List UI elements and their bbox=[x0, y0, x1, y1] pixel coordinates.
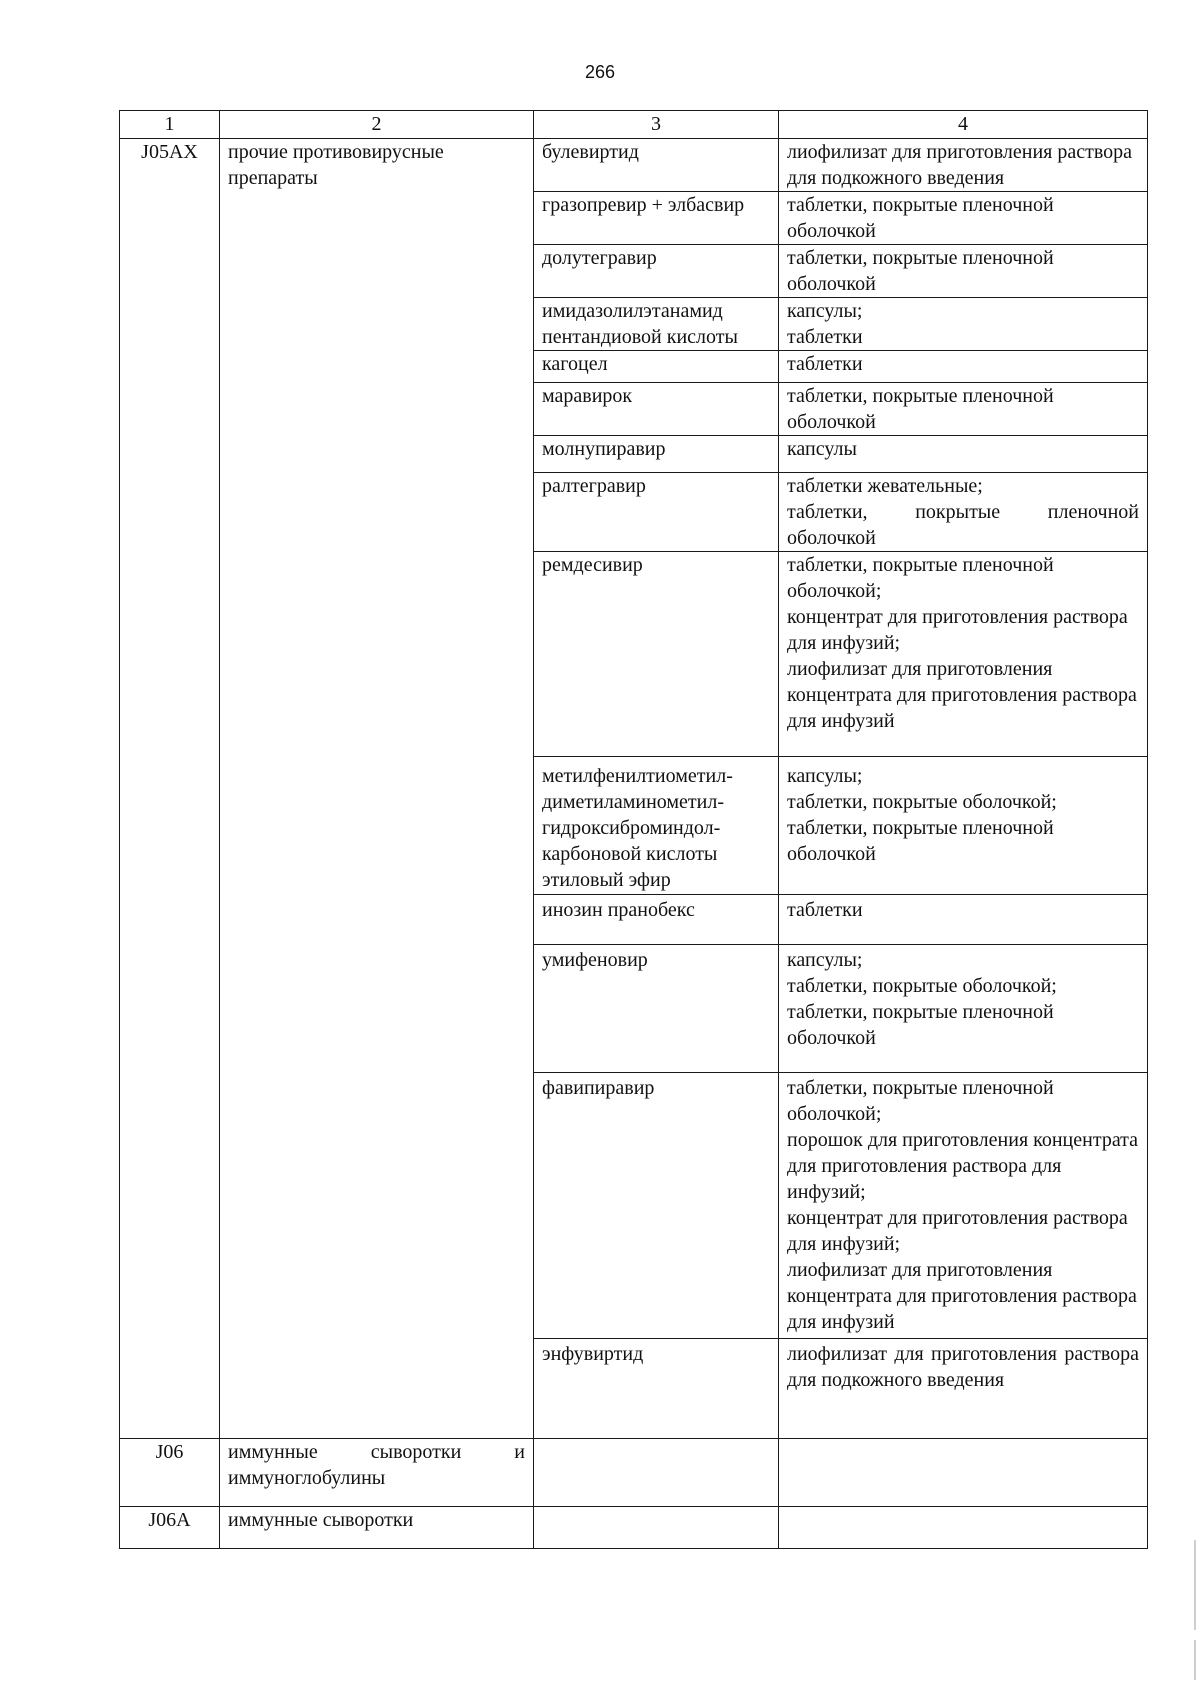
column-header-1: 1 bbox=[120, 111, 220, 139]
dosage-form bbox=[779, 1073, 1148, 1339]
table-header-row bbox=[120, 111, 1148, 139]
dosage-form-line: таблетки, покрытые пленочной оболочкой bbox=[787, 501, 1139, 549]
dosage-form bbox=[779, 383, 1148, 436]
drug-name: имидазолилэтанамид пентандиовой кислоты bbox=[534, 298, 779, 351]
dosage-form bbox=[779, 552, 1148, 757]
drug-name: гразопревир + элбасвир bbox=[534, 192, 779, 245]
dosage-form-line: таблетки, покрытые пленочной оболочкой; bbox=[787, 1077, 1054, 1125]
group-name: иммунные сыворотки bbox=[220, 1507, 534, 1549]
dosage-form bbox=[779, 945, 1148, 1073]
dosage-form-line: таблетки, покрытые пленочной оболочкой bbox=[787, 194, 1054, 242]
dosage-form-line: концентрат для приготовления раствора для инфузий; bbox=[787, 1207, 1128, 1255]
dosage-form-line: таблетки, покрытые пленочной оболочкой; bbox=[787, 554, 1054, 602]
dosage-form-line: концентрат для приготовления раствора для инфузий; bbox=[787, 606, 1128, 654]
drug-name: булевиртид bbox=[534, 139, 779, 192]
dosage-form bbox=[779, 1439, 1148, 1507]
table-row bbox=[120, 1507, 1148, 1549]
dosage-form-line: таблетки, покрытые пленочной оболочкой bbox=[787, 385, 1054, 433]
drug-name: молнупиравир bbox=[534, 436, 779, 473]
drug-name: инозин пранобекс bbox=[534, 895, 779, 945]
dosage-form bbox=[779, 1339, 1148, 1439]
group-name: иммунные сыворотки и иммуноглобулины bbox=[220, 1439, 534, 1507]
scan-artifact bbox=[1194, 1540, 1196, 1630]
scan-artifact bbox=[1194, 1640, 1196, 1680]
dosage-form bbox=[779, 139, 1148, 192]
dosage-form-line: таблетки жевательные; bbox=[787, 475, 983, 497]
drug-table bbox=[119, 110, 1148, 1549]
dosage-form-line: капсулы; bbox=[787, 300, 863, 322]
dosage-form bbox=[779, 1507, 1148, 1549]
dosage-form-line: таблетки bbox=[787, 899, 863, 921]
dosage-form-line: таблетки, покрытые пленочной оболочкой bbox=[787, 817, 1054, 865]
drug-name bbox=[534, 1507, 779, 1549]
dosage-form bbox=[779, 436, 1148, 473]
dosage-form-line: лиофилизат для приготовления раствора для подкожного введения bbox=[787, 1343, 1139, 1391]
dosage-form-line: капсулы; bbox=[787, 949, 863, 971]
drug-name: метилфенилтиометил-диметиламинометил-гидроксиброминдол-карбоновой кислоты этиловый эфир bbox=[534, 757, 779, 895]
dosage-form bbox=[779, 192, 1148, 245]
column-header-4: 4 bbox=[779, 111, 1148, 139]
atc-code: J05AX bbox=[120, 139, 220, 1439]
drug-name bbox=[534, 1439, 779, 1507]
table-row bbox=[120, 139, 1148, 192]
dosage-form-line: таблетки, покрытые пленочной оболочкой bbox=[787, 1001, 1054, 1049]
dosage-form-line: лиофилизат для приготовления концентрата для приготовления раствора для инфузий bbox=[787, 658, 1137, 732]
atc-code: J06 bbox=[120, 1439, 220, 1507]
drug-name: кагоцел bbox=[534, 351, 779, 383]
dosage-form-line: таблетки bbox=[787, 326, 863, 348]
dosage-form bbox=[779, 351, 1148, 383]
dosage-form-line: таблетки, покрытые оболочкой; bbox=[787, 791, 1057, 813]
drug-name: долутегравир bbox=[534, 245, 779, 298]
column-header-3: 3 bbox=[534, 111, 779, 139]
drug-name: фавипиравир bbox=[534, 1073, 779, 1339]
drug-name: ралтегравир bbox=[534, 473, 779, 552]
column-header-2: 2 bbox=[220, 111, 534, 139]
dosage-form bbox=[779, 473, 1148, 552]
group-name: прочие противовирусные препараты bbox=[220, 139, 534, 1439]
dosage-form-line: таблетки bbox=[787, 353, 863, 375]
atc-code: J06A bbox=[120, 1507, 220, 1549]
drug-name: энфувиртид bbox=[534, 1339, 779, 1439]
drug-name: ремдесивир bbox=[534, 552, 779, 757]
dosage-form-line: капсулы; bbox=[787, 765, 863, 787]
dosage-form-line: порошок для приготовления концентрата для приготовления раствора для инфузий; bbox=[787, 1129, 1139, 1203]
dosage-form-line: капсулы bbox=[787, 438, 857, 460]
dosage-form bbox=[779, 298, 1148, 351]
drug-name: умифеновир bbox=[534, 945, 779, 1073]
dosage-form bbox=[779, 895, 1148, 945]
dosage-form bbox=[779, 245, 1148, 298]
drug-name: маравирок bbox=[534, 383, 779, 436]
table-row bbox=[120, 1439, 1148, 1507]
dosage-form-line: лиофилизат для приготовления раствора для подкожного введения bbox=[787, 141, 1133, 189]
dosage-form-line: таблетки, покрытые пленочной оболочкой bbox=[787, 247, 1054, 295]
dosage-form-line: лиофилизат для приготовления концентрата для приготовления раствора для инфузий bbox=[787, 1259, 1137, 1333]
dosage-form bbox=[779, 757, 1148, 895]
dosage-form-line: таблетки, покрытые оболочкой; bbox=[787, 975, 1057, 997]
page-number: 266 bbox=[584, 62, 616, 82]
